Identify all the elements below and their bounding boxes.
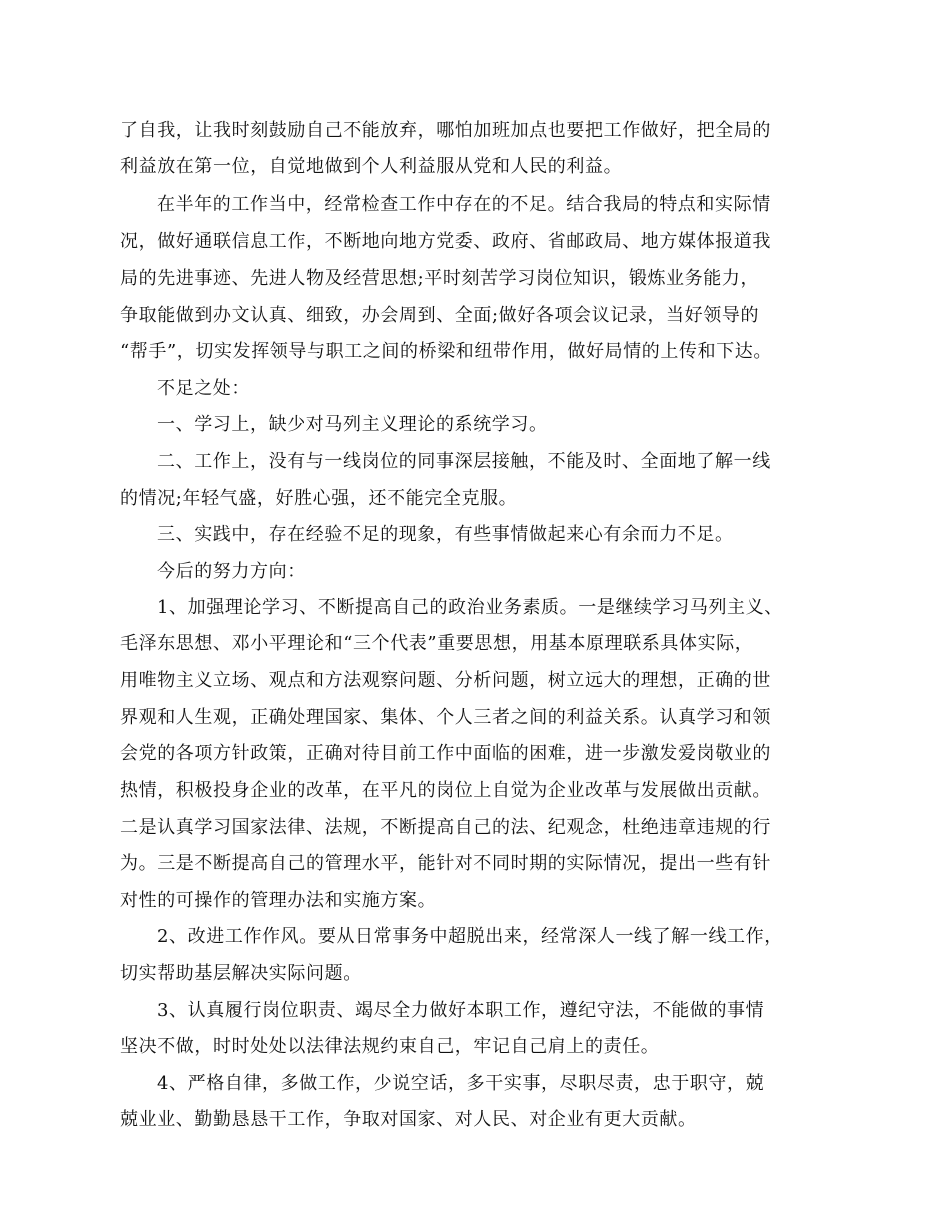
text-line: 对性的可操作的管理办法和实施方案。 bbox=[120, 890, 437, 911]
text-line: 2、改进工作作风。要从日常事务中超脱出来，经常深人一线了解一线工作， bbox=[157, 926, 783, 947]
text-line: 的情况;年轻气盛，好胜心强，还不能完全克服。 bbox=[120, 488, 518, 509]
text-line: 为。三是不断提高自己的管理水平，能针对不同时期的实际情况，提出一些有针 bbox=[120, 853, 771, 874]
text-line: 切实帮助基层解决实际问题。 bbox=[120, 963, 362, 984]
text-line: 局的先进事迹、先进人物及经营思想;平时刻苦学习岗位知识，锻炼业务能力， bbox=[120, 268, 760, 289]
text-line: 毛泽东思想、邓小平理论和“三个代表”重要思想，用基本原理联系具体实际， bbox=[120, 633, 754, 654]
text-line: 利益放在第一位，自觉地做到个人利益服从党和人民的利益。 bbox=[120, 156, 623, 177]
text-line: “帮手”，切实发挥领导与职工之间的桥梁和纽带作用，做好局情的上传和下达。 bbox=[120, 341, 773, 362]
text-line: 在半年的工作当中，经常检查工作中存在的不足。结合我局的特点和实际情 bbox=[157, 194, 771, 215]
text-line: 三、实践中，存在经验不足的现象，有些事情做起来心有余而力不足。 bbox=[157, 524, 734, 545]
text-line: 1、加强理论学习、不断提高自己的政治业务素质。一是继续学习马列主义、 bbox=[157, 597, 783, 618]
text-line: 二是认真学习国家法律、法规，不断提高自己的法、纪观念，杜绝违章违规的行 bbox=[120, 817, 771, 838]
text-line: 不足之处： bbox=[157, 378, 250, 399]
text-line: 兢业业、勤勤恳恳干工作，争取对国家、对人民、对企业有更大贡献。 bbox=[120, 1109, 697, 1130]
text-line: 一、学习上，缺少对马列主义理论的系统学习。 bbox=[157, 414, 548, 435]
text-line: 4、严格自律，多做工作，少说空话，多干实事，尽职尽责，忠于职守，兢 bbox=[157, 1073, 765, 1094]
text-line: 界观和人生观，正确处理国家、集体、个人三者之间的利益关系。认真学习和领 bbox=[120, 707, 771, 728]
text-line: 争取能做到办文认真、细致，办会周到、全面;做好各项会议记录，当好领导的 bbox=[120, 305, 760, 326]
text-line: 会党的各项方针政策，正确对待目前工作中面临的困难，进一步激发爱岗敬业的 bbox=[120, 743, 771, 764]
text-line: 用唯物主义立场、观点和方法观察问题、分析问题，树立远大的理想，正确的世 bbox=[120, 670, 771, 691]
text-line: 今后的努力方向： bbox=[157, 561, 306, 582]
text-line: 坚决不做，时时处处以法律法规约束自己，牢记自己肩上的责任。 bbox=[120, 1036, 660, 1057]
text-line: 了自我，让我时刻鼓励自己不能放弃，哪怕加班加点也要把工作做好，把全局的 bbox=[120, 120, 771, 141]
text-line: 况，做好通联信息工作，不断地向地方党委、政府、省邮政局、地方媒体报道我 bbox=[120, 231, 771, 252]
text-line: 热情，积极投身企业的改革，在平凡的岗位上自觉为企业改革与发展做出贡献。 bbox=[120, 780, 771, 801]
text-line: 二、工作上，没有与一线岗位的同事深层接触，不能及时、全面地了解一线 bbox=[157, 451, 771, 472]
text-line: 3、认真履行岗位职责、竭尽全力做好本职工作，遵纪守法，不能做的事情 bbox=[157, 1000, 765, 1021]
